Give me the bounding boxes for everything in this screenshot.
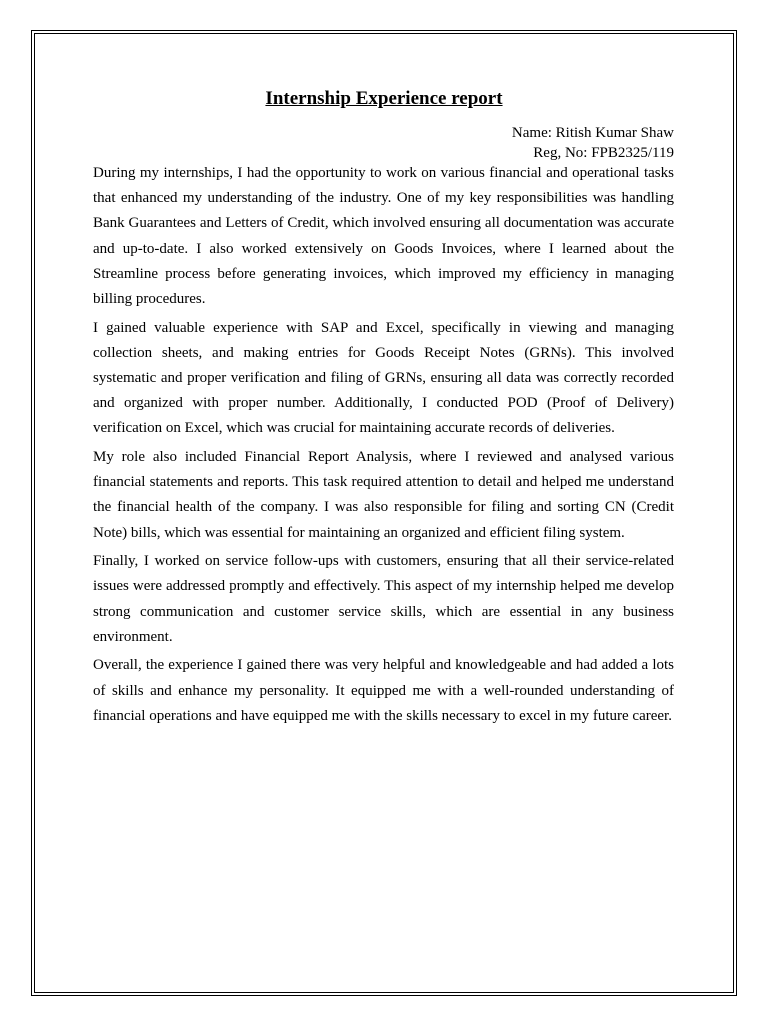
paragraph-2: I gained valuable experience with SAP and Excel, specifically in viewing and managing collection sheets, and making entries for Goods Receipt Notes (GRNs). This involved systematic and proper verification and filing of GRNs, ensuring all data was correctly recorded and organized with proper number. Additionally, I conducted POD (Proof of Delivery) verification on Excel, which was crucial for maintaining accurate records of deliveries. xyxy=(93,319,674,437)
author-name: Name: Ritish Kumar Shaw xyxy=(511,125,674,141)
paragraph-3: My role also included Financial Report Analysis, where I reviewed and analysed various financial statements and reports. This task required attention to detail and helped me understand the financial health of the company. I was also responsible for filing and sorting CN (Credit Note) bills, which was essential for maintaining an organized and efficient filing system. xyxy=(93,449,674,541)
paragraph-4: Finally, I worked on service follow-ups with customers, ensuring that all their service-related issues were addressed promptly and effectively. This aspect of my internship helped me develop strong communication and customer service skills, which are essential in any business environment. xyxy=(93,553,674,645)
paragraph-5: Overall, the experience I gained there was very helpful and knowledgeable and had added a lots of skills and enhance my personality. It equipped me with a well-rounded understanding of financial operations and have equipped me with the skills necessary to excel in my future career. xyxy=(93,657,674,724)
paragraph-1: During my internships, I had the opportunity to work on various financial and operational tasks that enhanced my understanding of the industry. One of my key responsibilities was handling Bank Guarantees and Letters of Credit, which involved ensuring all documentation was accurate and up-to-date. I also worked extensively on Goods Invoices, where I learned about the Streamline process before generating invoices, which improved my efficiency in managing billing procedures. xyxy=(93,165,674,308)
registration-number: Reg, No: FPB2325/119 xyxy=(533,145,674,161)
document-title: Internship Experience report xyxy=(265,88,503,109)
report-body xyxy=(93,161,674,732)
author-info xyxy=(512,123,674,163)
